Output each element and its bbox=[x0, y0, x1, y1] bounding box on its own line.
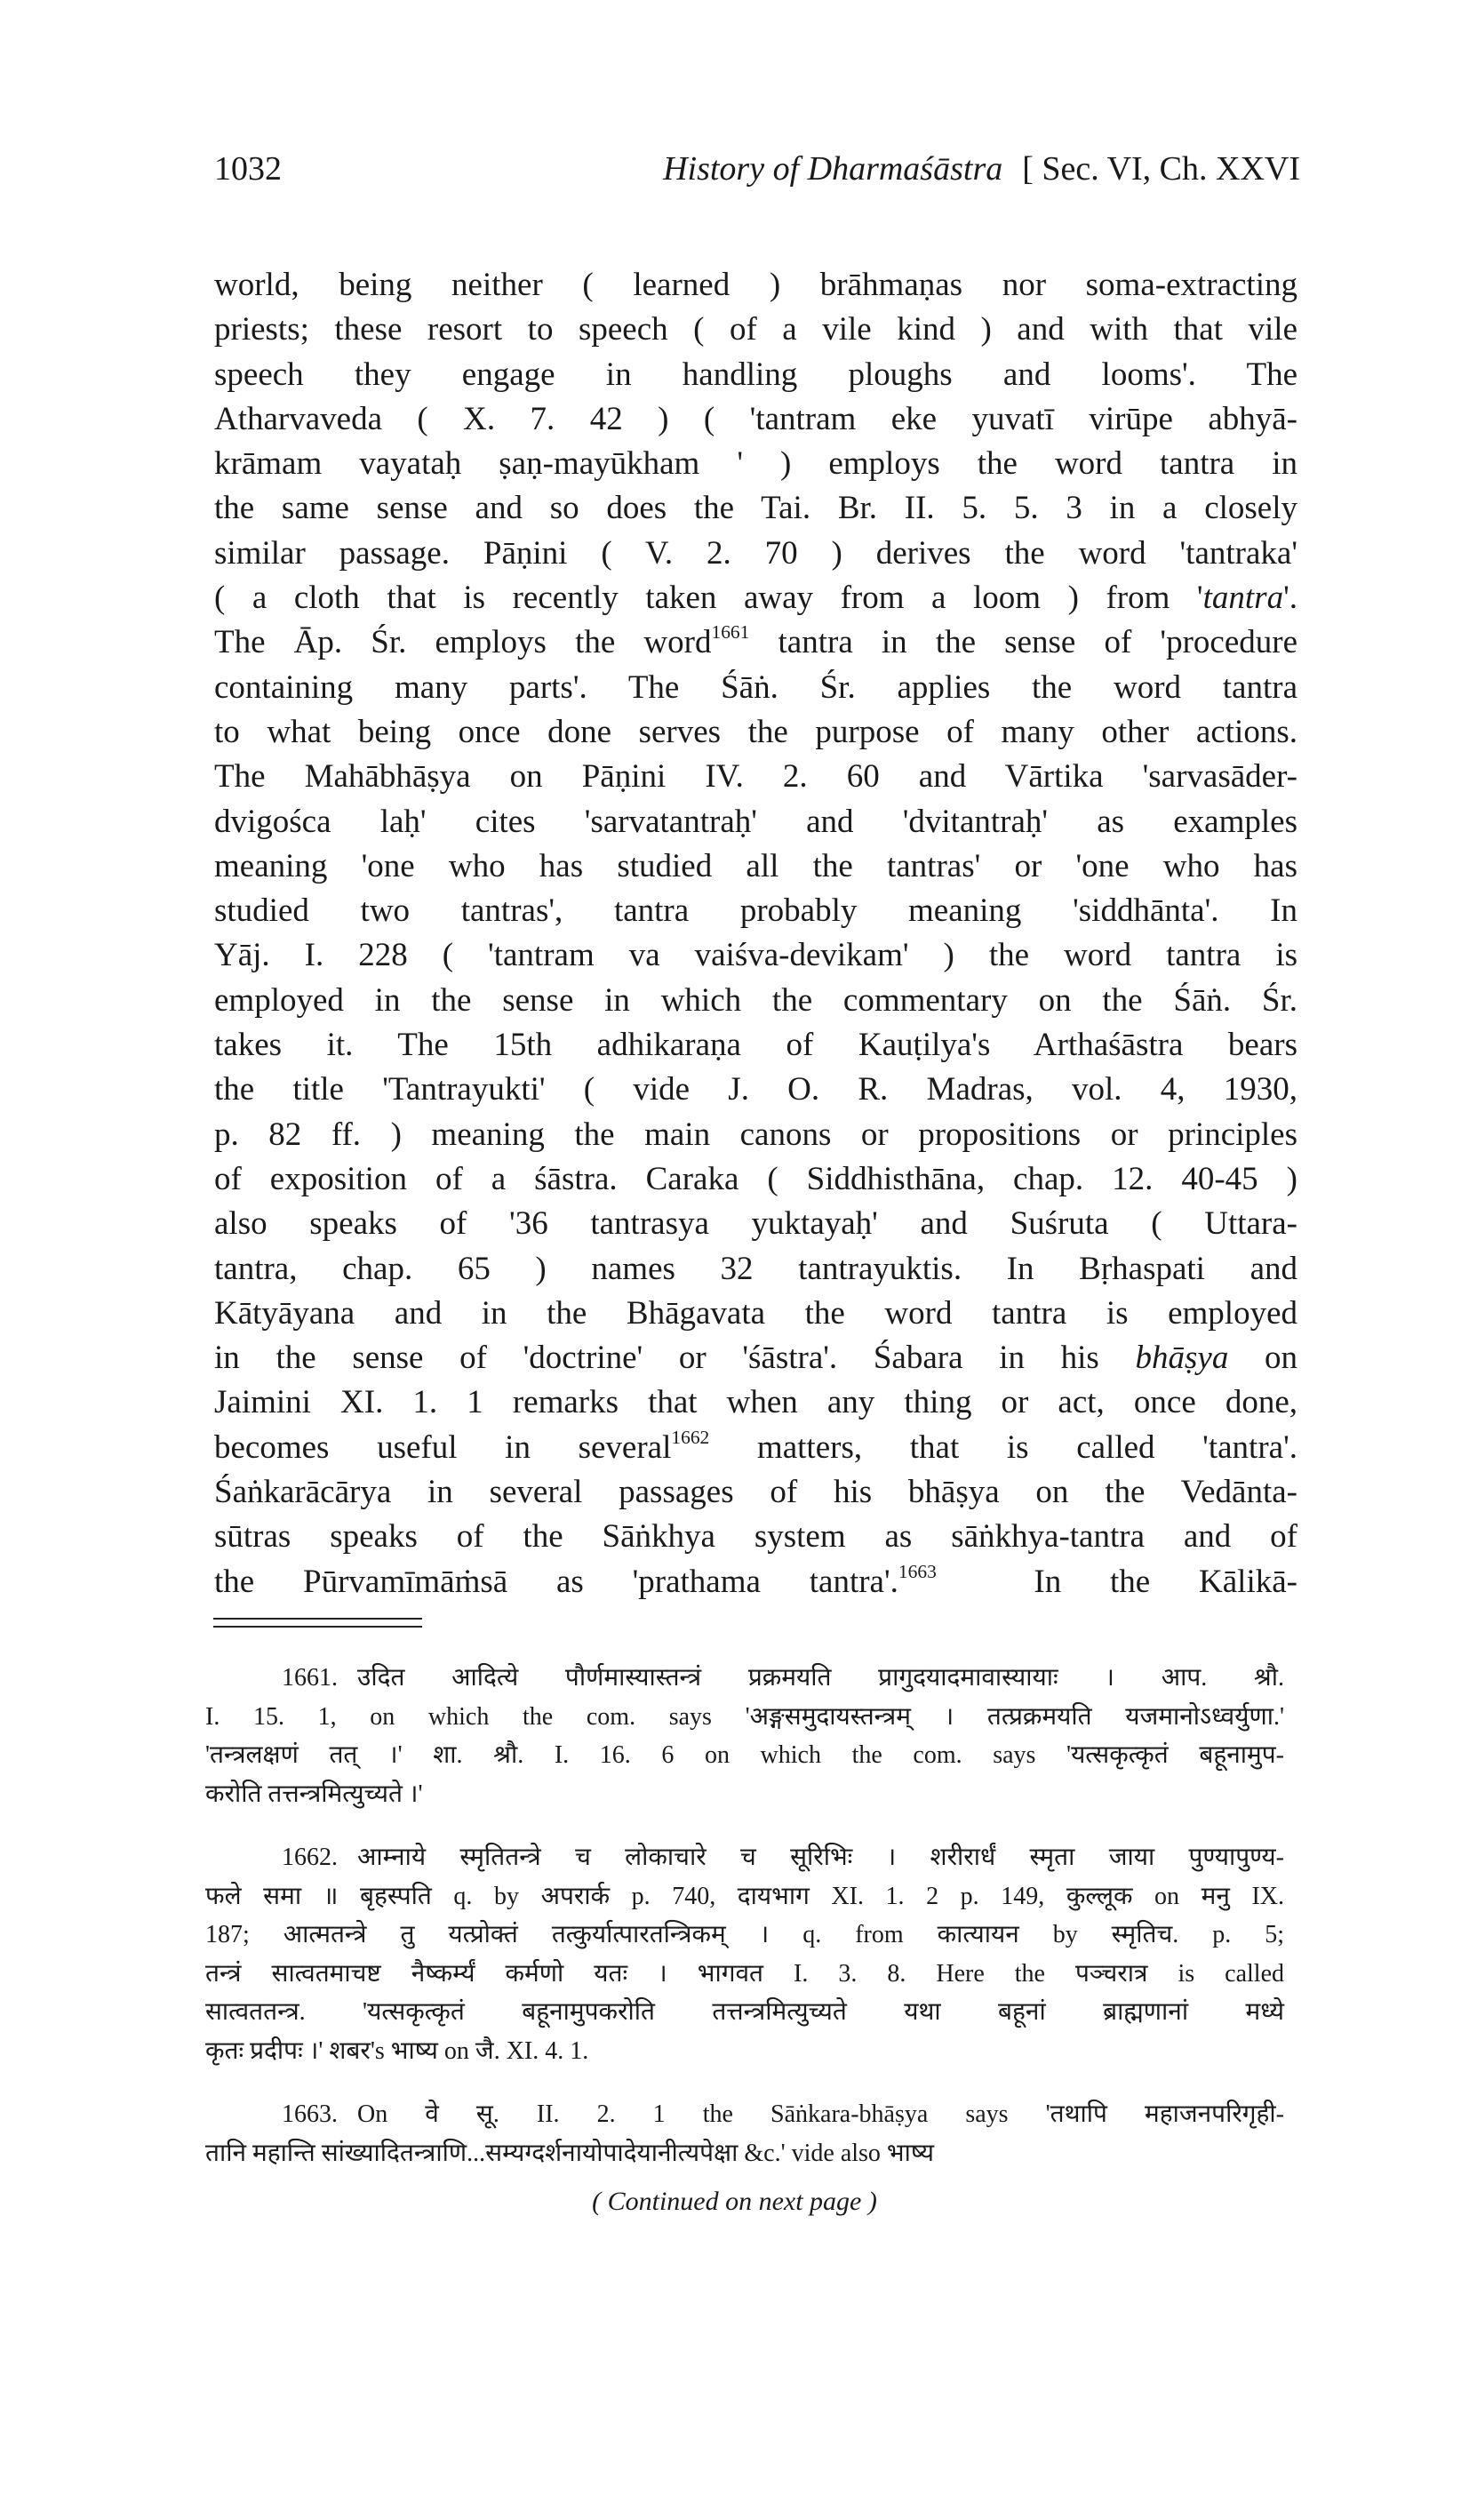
footnote-line bbox=[205, 2134, 1284, 2173]
text-run: containing many parts'. The Śāṅ. Śr. applies the word tantra bbox=[214, 668, 1297, 706]
body-line bbox=[214, 1292, 1297, 1336]
footnote-text: 'तन्त्रलक्षणं तत् ।' शा. श्रौ. I. 16. 6 on which the com. says 'यत्सकृत्कृतं बहूनामुप- bbox=[205, 1741, 1284, 1769]
body-line bbox=[214, 1560, 1297, 1604]
body-line bbox=[214, 1380, 1297, 1425]
body-line bbox=[214, 1515, 1297, 1559]
text-run: on bbox=[1228, 1340, 1297, 1377]
body-line bbox=[214, 1336, 1297, 1380]
running-title bbox=[663, 149, 1300, 188]
footnotes bbox=[205, 1659, 1284, 2197]
footnote-number: 1663. bbox=[282, 2100, 338, 2128]
text-run: dvigośca laḥ' cites 'sarvatantraḥ' and 'dvitantraḥ' as examples bbox=[214, 803, 1297, 840]
footnote-line bbox=[205, 1993, 1284, 2032]
italic-term: bhāṣya bbox=[1135, 1340, 1229, 1377]
footnote-line bbox=[205, 1877, 1284, 1916]
footnote-divider bbox=[213, 1626, 422, 1628]
running-header bbox=[214, 149, 1300, 194]
body-line bbox=[214, 1426, 1297, 1470]
text-run: In the Kālikā- bbox=[936, 1563, 1297, 1600]
body-line bbox=[214, 532, 1297, 576]
text-run: priests; these resort to speech ( of a vile kind ) and with that vile bbox=[214, 311, 1297, 348]
text-run: similar passage. Pāṇini ( V. 2. 70 ) derives the word 'tantraka' bbox=[214, 534, 1297, 572]
footnote-line bbox=[205, 1736, 1284, 1775]
footnote-ref: 1663 bbox=[898, 1560, 937, 1582]
footnote-line bbox=[205, 1659, 1284, 1698]
text-run: '. bbox=[1283, 580, 1297, 617]
main-text bbox=[214, 263, 1297, 1604]
footnote-line bbox=[205, 2095, 1284, 2134]
footnote bbox=[205, 1659, 1284, 1813]
book-title: History of Dharmaśāstra bbox=[663, 150, 1003, 188]
footnote-ref: 1661 bbox=[711, 621, 750, 644]
text-run: The Āp. Śr. employs the word bbox=[214, 624, 712, 661]
body-line bbox=[214, 1068, 1297, 1112]
body-line bbox=[214, 1202, 1297, 1246]
text-run: speech they engage in handling ploughs and looms'. The bbox=[214, 356, 1297, 393]
text-run: in the sense of 'doctrine' or 'śāstra'. Śabara in his bbox=[214, 1340, 1136, 1377]
footnote-number: 1661. bbox=[282, 1664, 338, 1692]
page-number: 1032 bbox=[214, 150, 282, 188]
footnote bbox=[205, 1838, 1284, 2070]
text-run: employed in the sense in which the commentary on the Śāṅ. Śr. bbox=[214, 981, 1297, 1019]
footnote-text: करोति तत्तन्त्रमित्युच्यते ।' bbox=[205, 1780, 423, 1808]
footnote bbox=[205, 2095, 1284, 2172]
footnote-number: 1662. bbox=[282, 1844, 338, 1871]
footnote-text: फले समा ॥ बृहस्पति q. by अपरार्क p. 740, दायभाग XI. 1. 2 p. 149, कुल्लूक on मनु IX. bbox=[205, 1882, 1284, 1910]
body-line bbox=[214, 263, 1297, 308]
body-line bbox=[214, 800, 1297, 844]
text-run: the same sense and so does the Tai. Br. II. 5. 5. 3 in a closely bbox=[214, 490, 1297, 527]
body-line bbox=[214, 308, 1297, 352]
body-line bbox=[214, 979, 1297, 1023]
text-run: Jaimini XI. 1. 1 remarks that when any thing or act, once done, bbox=[214, 1384, 1297, 1421]
text-run: takes it. The 15th adhikaraṇa of Kauṭilya's Arthaśāstra bears bbox=[214, 1027, 1297, 1064]
text-run: Atharvaveda ( X. 7. 42 ) ( 'tantram eke yuvatī virūpe abhyā- bbox=[214, 400, 1297, 437]
text-run: ( a cloth that is recently taken away from a loom ) from ' bbox=[214, 580, 1203, 617]
footnote-text: 187; आत्मतन्त्रे तु यत्प्रोक्तं तत्कुर्यात्पारतन्त्रिकम् । q. from कात्यायन by स्मृतिच. p. 5; bbox=[205, 1921, 1284, 1948]
footnote-line bbox=[205, 1775, 1284, 1814]
body-line bbox=[214, 889, 1297, 933]
text-run: studied two tantras', tantra probably meaning 'siddhānta'. In bbox=[214, 892, 1297, 930]
body-line bbox=[214, 620, 1297, 665]
body-line bbox=[214, 353, 1297, 397]
footnote-text: सात्वततन्त्र. 'यत्सकृत्कृतं बहूनामुपकरोति तत्तन्त्रमित्युच्यते यथा बहूनां ब्राह्मणानां मध्ये bbox=[205, 1998, 1284, 2026]
text-run: becomes useful in several bbox=[214, 1428, 672, 1466]
text-run: tantra, chap. 65 ) names 32 tantrayuktis. In Bṛhaspati and bbox=[214, 1250, 1297, 1287]
footnote-line bbox=[205, 1955, 1284, 1994]
text-run: matters, that is called 'tantra'. bbox=[709, 1428, 1297, 1466]
footnote-text: I. 15. 1, on which the com. says 'अङ्गसमुदायस्तन्त्रम् । तत्प्रक्रमयति यजमानोऽध्वर्युणा.' bbox=[205, 1702, 1284, 1731]
italic-term: tantra bbox=[1202, 580, 1284, 617]
text-run: Yāj. I. 228 ( 'tantram va vaiśva-devikam' ) the word tantra is bbox=[214, 937, 1297, 974]
footnote-text: तन्त्रं सात्वतमाचष्ट नैष्कर्म्यं कर्मणो यतः । भागवत I. 3. 8. Here the पञ्चरात्र is called bbox=[205, 1959, 1284, 1988]
footnote-text: आम्नाये स्मृतितन्त्रे च लोकाचारे च सूरिभिः । शरीरार्धं स्मृता जाया पुण्यापुण्य- bbox=[357, 1844, 1284, 1871]
text-run: meaning 'one who has studied all the tantras' or 'one who has bbox=[214, 847, 1297, 884]
section-label: [ Sec. VI, Ch. XXVI bbox=[1022, 150, 1300, 188]
continued-note bbox=[0, 2187, 1469, 2217]
footnote-text: On वे सू. II. 2. 1 the Sāṅkara-bhāṣya says 'तथापि महाजनपरिगृही- bbox=[357, 2100, 1284, 2128]
text-run: of exposition of a śāstra. Caraka ( Siddhisthāna, chap. 12. 40-45 ) bbox=[214, 1160, 1297, 1197]
continued-text: ( Continued on next page ) bbox=[592, 2187, 877, 2216]
body-line bbox=[214, 397, 1297, 442]
text-run: the Pūrvamīmāṁsā as 'prathama tantra'. bbox=[214, 1563, 898, 1600]
text-run: world, being neither ( learned ) brāhmaṇas nor soma-extracting bbox=[214, 267, 1297, 303]
footnote-text: कृतः प्रदीपः ।' शबर's भाष्य on जै. XI. 4. 1. bbox=[205, 2036, 589, 2065]
body-line bbox=[214, 576, 1297, 620]
body-line bbox=[214, 1023, 1297, 1068]
footnote-text: तानि महान्ति सांख्यादितन्त्राणि...सम्यग्दर्शनायोपादेयानीत्यपेक्षा &c.' vide also भाष्य bbox=[205, 2139, 935, 2167]
text-run: p. 82 ff. ) meaning the main canons or propositions or principles bbox=[214, 1116, 1297, 1153]
body-line bbox=[214, 1157, 1297, 1202]
body-line bbox=[214, 486, 1297, 531]
body-line bbox=[214, 755, 1297, 799]
body-line bbox=[214, 844, 1297, 889]
text-run: krāmam vayataḥ ṣaṇ-mayūkham ' ) employs the word tantra in bbox=[214, 445, 1297, 483]
text-run: The Mahābhāṣya on Pāṇini IV. 2. 60 and Vārtika 'sarvasāder- bbox=[214, 758, 1297, 796]
text-run: also speaks of '36 tantrasya yuktayaḥ' and Suśruta ( Uttara- bbox=[214, 1205, 1297, 1243]
text-run: Śaṅkarācārya in several passages of his bhāṣya on the Vedānta- bbox=[214, 1474, 1297, 1511]
text-run: Kātyāyana and in the Bhāgavata the word tantra is employed bbox=[214, 1294, 1297, 1332]
body-line bbox=[214, 710, 1297, 755]
footnote-line bbox=[205, 1838, 1284, 1877]
footnote-line bbox=[205, 1916, 1284, 1955]
body-line bbox=[214, 666, 1297, 710]
text-run: to what being once done serves the purpose of many other actions. bbox=[214, 713, 1297, 750]
text-run: the title 'Tantrayukti' ( vide J. O. R. Madras, vol. 4, 1930, bbox=[214, 1071, 1297, 1108]
text-run: sūtras speaks of the Sāṅkhya system as sāṅkhya-tantra and of bbox=[214, 1518, 1297, 1556]
body-line bbox=[214, 1247, 1297, 1292]
footnote-ref: 1662 bbox=[671, 1426, 710, 1448]
footnote-line bbox=[205, 2032, 1284, 2071]
footnote-text: उदित आदित्ये पौर्णमास्यास्तन्त्रं प्रक्रमयति प्रागुदयादमावास्यायाः । आप. श्रौ. bbox=[357, 1664, 1284, 1692]
footnote-line bbox=[205, 1698, 1284, 1737]
text-run: tantra in the sense of 'procedure bbox=[749, 624, 1298, 661]
body-line bbox=[214, 1113, 1297, 1157]
body-line bbox=[214, 933, 1297, 978]
body-line bbox=[214, 442, 1297, 486]
footnote-divider bbox=[213, 1618, 422, 1620]
body-line bbox=[214, 1470, 1297, 1515]
